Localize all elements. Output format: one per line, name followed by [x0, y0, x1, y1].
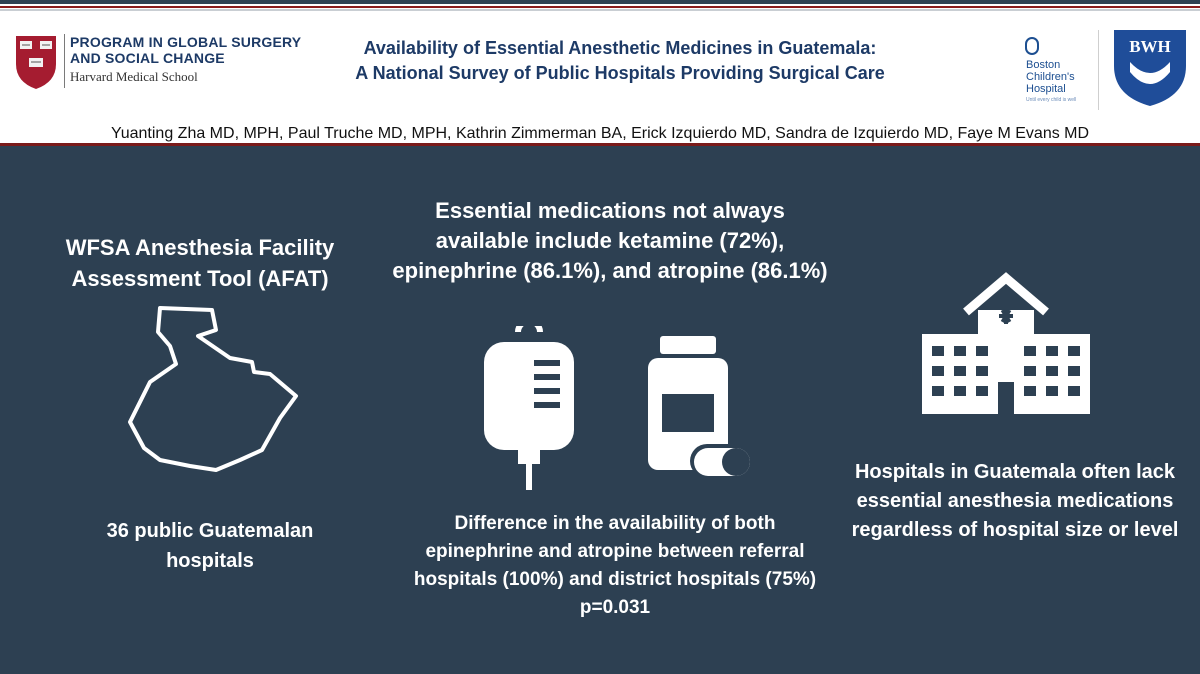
org-name-line-1: PROGRAM IN GLOBAL SURGERY [70, 34, 302, 50]
iv-bag-icon [474, 326, 584, 492]
org-divider [64, 34, 65, 88]
boston-childrens-logo [1024, 36, 1094, 104]
right-body: Hospitals in Guatemala often lack essential anesthesia medications regardless of hospital size or level [851, 461, 1179, 541]
guatemala-map-icon [120, 300, 310, 480]
poster-header [0, 12, 1200, 142]
bch-logo-line-2: Children's [1026, 71, 1075, 83]
bwh-logo-text: BWH [1129, 37, 1171, 56]
top-rule [0, 0, 1200, 4]
logo-divider [1098, 30, 1099, 110]
org-school: Harvard Medical School [70, 69, 198, 84]
poster-title-line-2: A National Survey of Public Hospitals Providing Surgical Care [355, 63, 885, 83]
pill-bottle-icon [640, 332, 754, 482]
org-name-line-2: AND SOCIAL CHANGE [70, 50, 225, 66]
middle-heading: Essential medications not always available include ketamine (72%), epinephrine (86.1%), and atropine (86.1%) [392, 198, 828, 283]
top-accent-rule [0, 6, 1200, 8]
middle-body-text: Difference in the availability of both epinephrine and atropine between referral hospitals (100%) and district hospitals (75%) [413, 513, 817, 590]
authors-line: Yuanting Zha MD, MPH, Paul Truche MD, MPH, Kathrin Zimmerman BA, Erick Izquierdo MD, Sandra de Izquierdo MD, Faye M Evans MD [110, 125, 1090, 142]
hospital-icon [916, 272, 1096, 416]
top-light-rule [0, 9, 1200, 11]
middle-body [400, 510, 830, 622]
bch-tagline: Until every child is well [1026, 97, 1077, 103]
bwh-logo [1110, 26, 1190, 108]
harvard-shield-icon [14, 34, 58, 90]
bch-logo-line-1: Boston [1026, 59, 1061, 71]
left-heading: WFSA Anesthesia Facility Assessment Tool (AFAT) [65, 235, 335, 291]
bch-logo-line-3: Hospital [1026, 83, 1066, 95]
left-body: 36 public Guatemalan hospitals [106, 520, 314, 572]
p-value: p=0.031 [579, 597, 651, 618]
poster-title-line-1: Availability of Essential Anesthetic Medicines in Guatemala: [363, 38, 877, 58]
